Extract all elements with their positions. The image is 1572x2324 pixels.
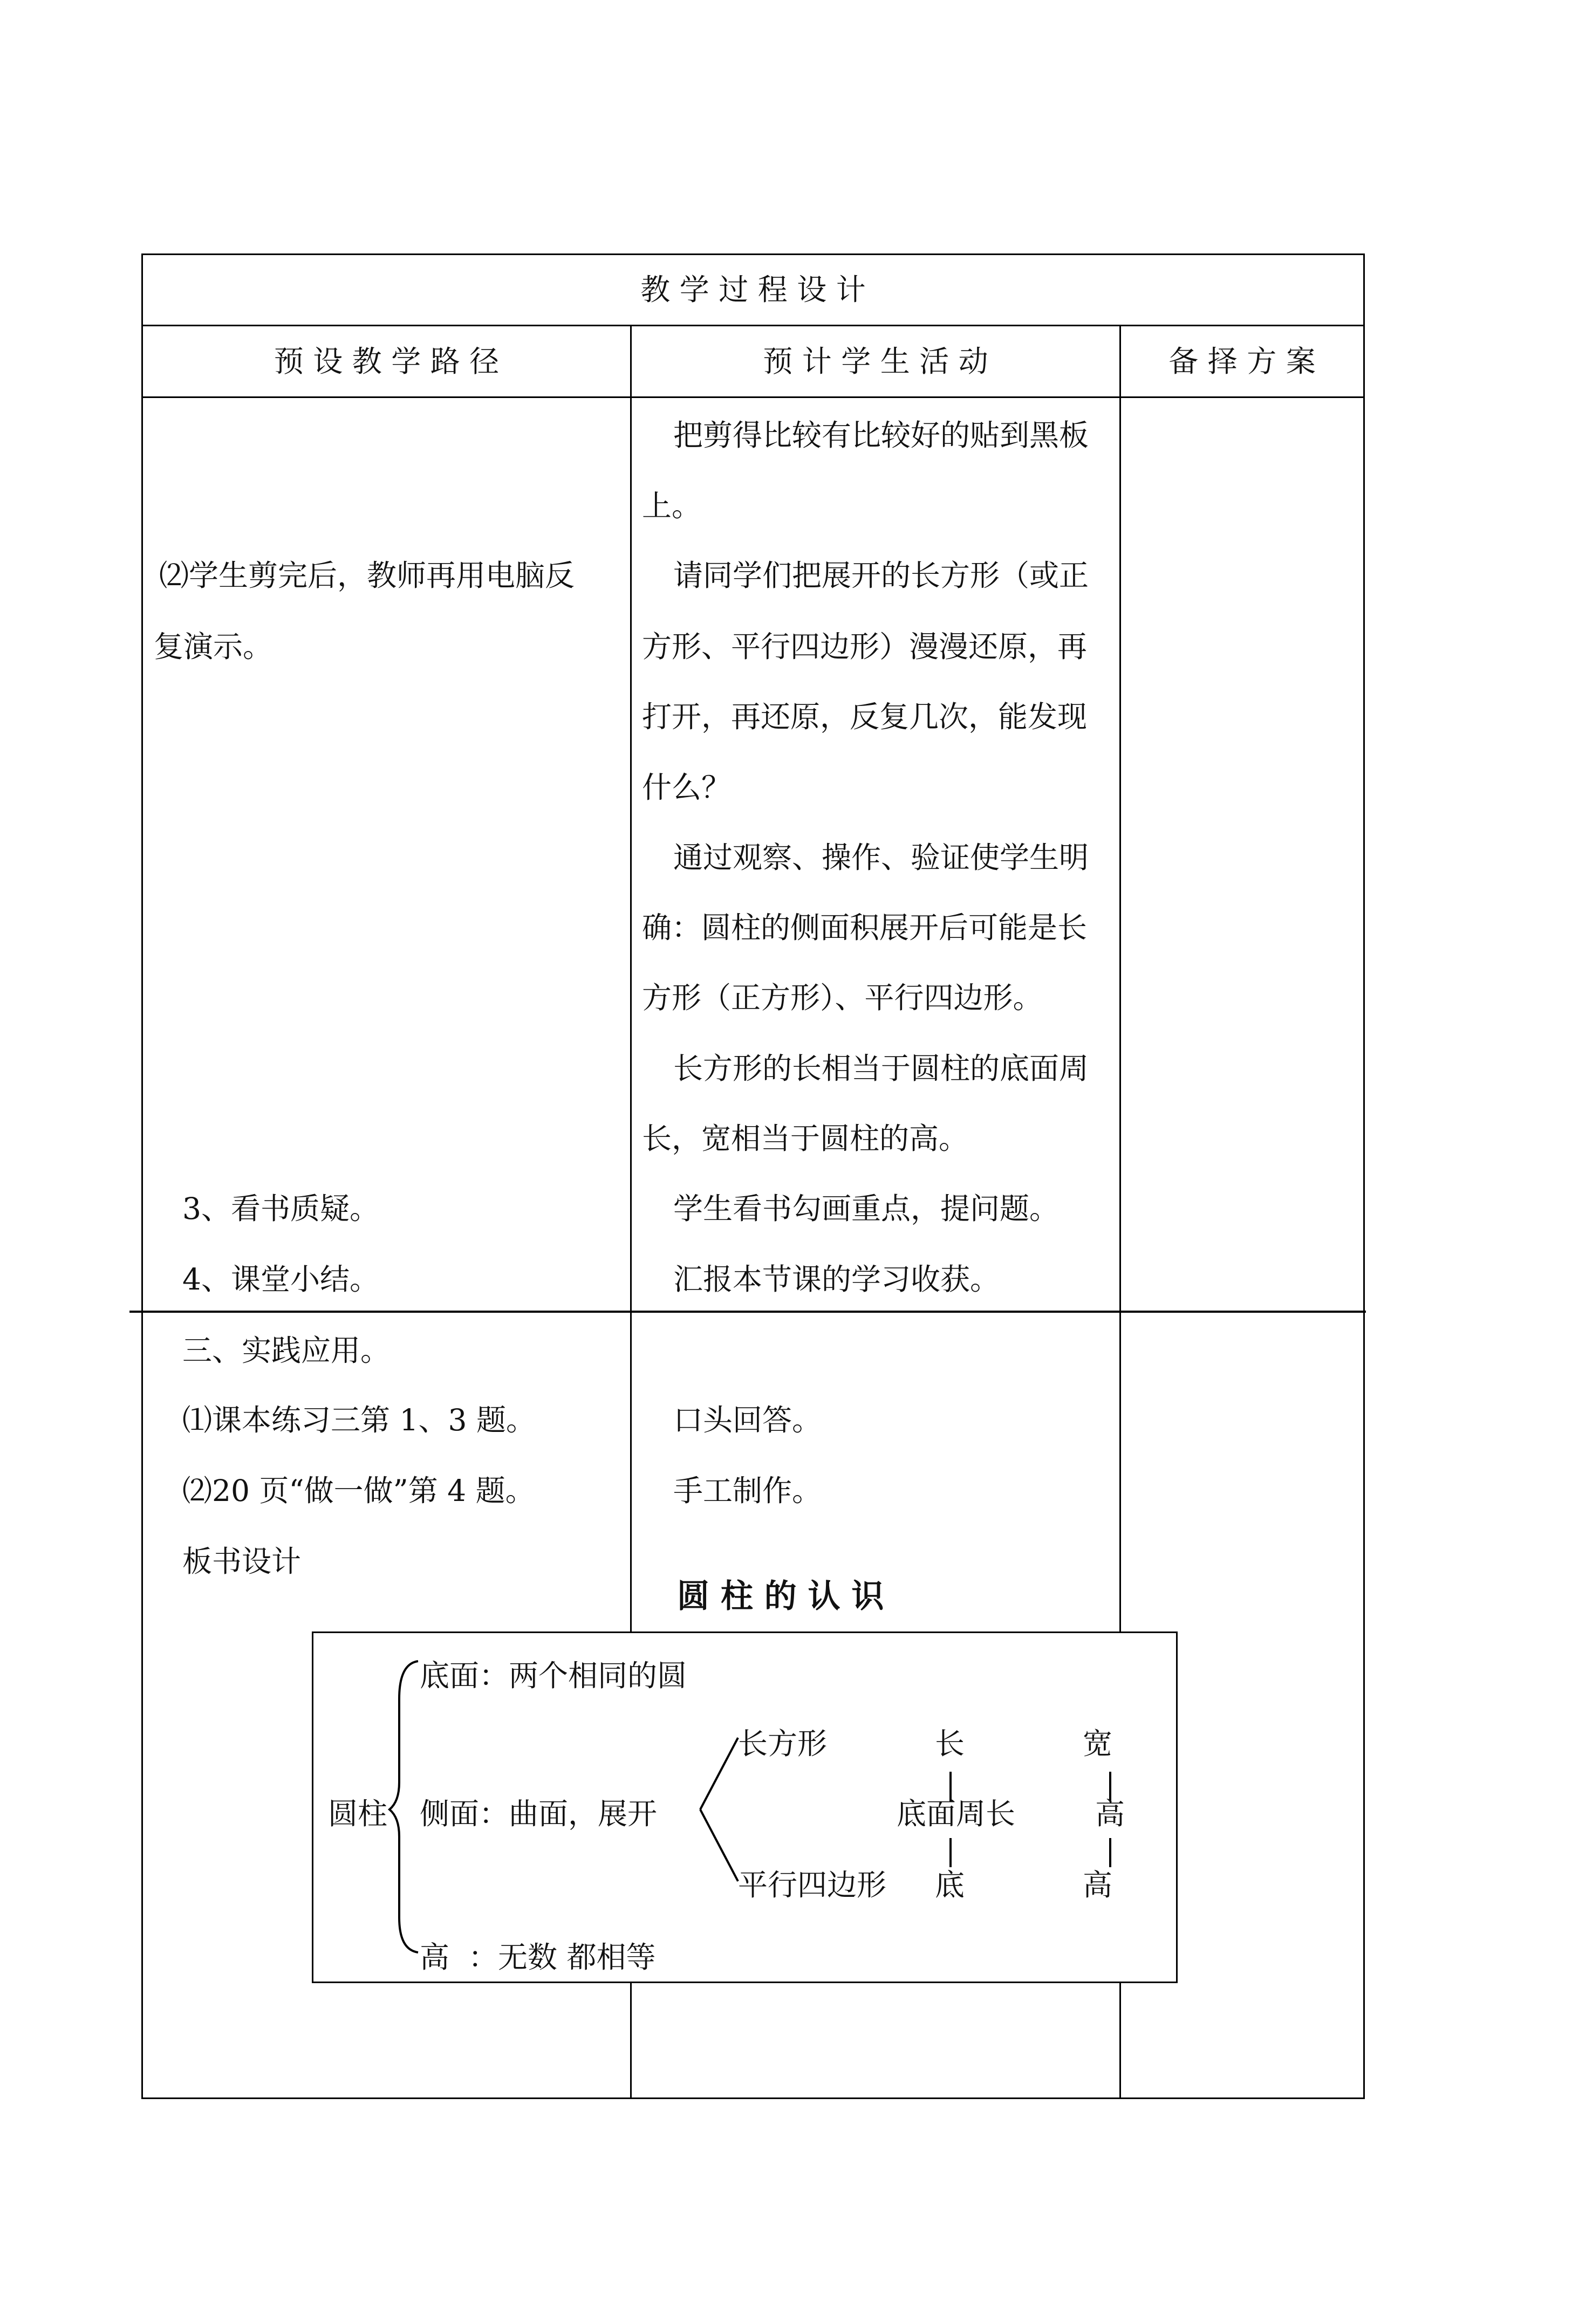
board-rectangle: 长方形	[738, 1726, 828, 1761]
left-text-line: ⑵学生剪完后，教师再用电脑反	[159, 558, 575, 593]
left-text-line: 3、看书质疑。	[182, 1191, 379, 1226]
middle-text-line: 方形（正方形）、平行四边形。	[642, 981, 1043, 1015]
middle-text-line: 手工制作。	[673, 1473, 822, 1508]
middle-text-line: 什么？	[642, 770, 732, 805]
left-text-line: ⑵20 页“做一做”第 4 题。	[182, 1473, 535, 1508]
left-text-line: ⑴课本练习三第 1、3 题。	[182, 1403, 536, 1437]
middle-text-line: 把剪得比较有比较好的贴到黑板	[673, 418, 1089, 453]
board-base-edge: 底	[935, 1868, 965, 1902]
board-height-label: 高	[420, 1940, 450, 1975]
middle-text-line: 上。	[642, 489, 702, 523]
board-base-text: 底面：两个相同的圆	[420, 1658, 687, 1693]
header-student-activity: 预 计 学 生 活 动	[763, 344, 988, 379]
board-brace	[389, 1661, 418, 1952]
middle-text-line: 长，宽相当于圆柱的高。	[642, 1121, 969, 1156]
board-side-text: 侧面：曲面，展开	[420, 1797, 658, 1831]
board-height-2: 高	[1083, 1868, 1113, 1902]
board-length: 长	[935, 1726, 965, 1761]
board-root-label: 圆柱	[328, 1797, 388, 1831]
left-text-line: 复演示。	[154, 629, 273, 664]
middle-text-line: 学生看书勾画重点，提问题。	[673, 1191, 1060, 1226]
middle-text-line: 打开，再还原，反复几次，能发现	[642, 700, 1088, 734]
board-parallelogram: 平行四边形	[738, 1868, 887, 1902]
header-teaching-path: 预 设 教 学 路 径	[274, 344, 500, 379]
left-text-line: 三、实践应用。	[182, 1333, 391, 1368]
board-width: 宽	[1083, 1726, 1113, 1761]
left-text-line: 板书设计	[182, 1544, 302, 1579]
branch-line-lower	[700, 1809, 738, 1881]
middle-text-line: 确：圆柱的侧面积展开后可能是长	[642, 910, 1088, 945]
table-title: 教 学 过 程 设 计	[640, 272, 866, 307]
middle-text-line: 方形、平行四边形）漫漫还原，再	[642, 629, 1088, 664]
branch-line-upper	[700, 1738, 738, 1809]
middle-text-line: 通过观察、操作、验证使学生明	[673, 840, 1089, 875]
board-title: 圆 柱 的 认 识	[677, 1578, 884, 1615]
header-alternative-plan: 备 择 方 案	[1168, 344, 1316, 379]
board-height-text: ：无数 都相等	[468, 1940, 656, 1975]
middle-text-line: 请同学们把展开的长方形（或正	[673, 558, 1089, 593]
left-text-line: 4、课堂小结。	[182, 1262, 379, 1297]
board-height-1: 高	[1095, 1797, 1125, 1831]
middle-text-line: 汇报本节课的学习收获。	[673, 1262, 1000, 1297]
board-circumference: 底面周长	[897, 1797, 1016, 1831]
middle-text-line: 口头回答。	[673, 1403, 822, 1437]
middle-text-line: 长方形的长相当于圆柱的底面周	[673, 1051, 1089, 1086]
